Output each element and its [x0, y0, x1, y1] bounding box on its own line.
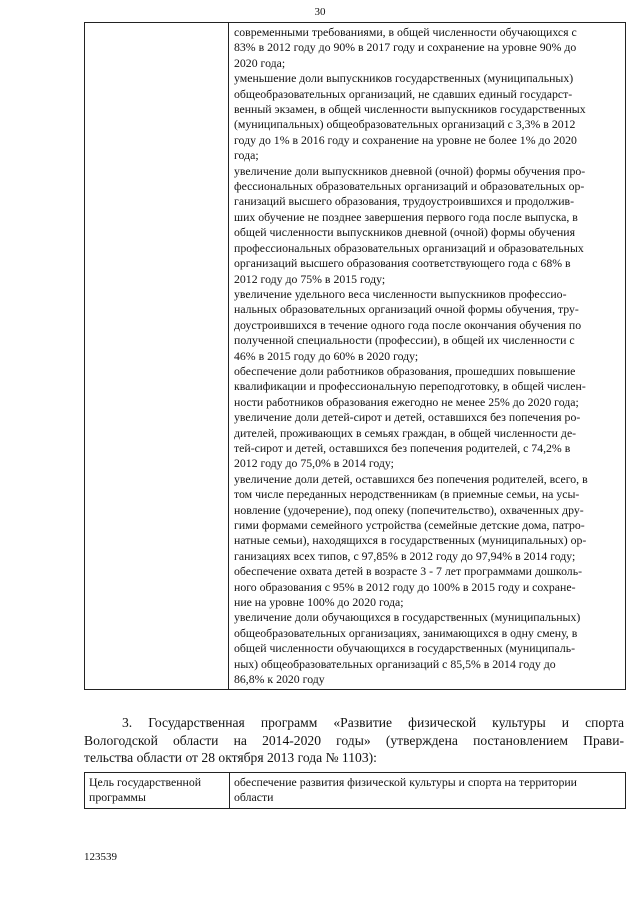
text-line: общеобразовательных организаций, не сдавших единый государст- [234, 86, 573, 101]
text-line: квалификации и профессиональную переподготовку, в общей числен- [234, 379, 586, 394]
text-line: венный экзамен, в общей численности выпускников государственных [234, 102, 586, 117]
page-number: 30 [314, 6, 326, 18]
text-line: Цель государственной [89, 775, 202, 789]
text-line: ших обучение не позднее завершения первого года после выпуска, в [234, 209, 578, 224]
text-line: увеличение доли обучающихся в государственных (муниципальных) [234, 610, 581, 625]
text-line: увеличение доли выпускников дневной (очной) формы обучения про- [234, 163, 586, 178]
text-line: натные семьи), находящихся в государственных (муниципальных) ор- [234, 533, 587, 548]
table-label-cell [85, 23, 229, 690]
text-line: увеличение доли детей, оставшихся без попечения родителей, всего, в [234, 471, 588, 486]
text-line: полученной специальности (профессии), в общей их численности с [234, 333, 575, 348]
text-line: ного образования с 95% в 2012 году до 100% в 2015 году и сохране- [234, 579, 576, 594]
text-line: 86,8% к 2020 году [234, 672, 325, 687]
text-line: программы [89, 790, 146, 805]
text-line: года; [234, 148, 259, 163]
text-line: ганизаций высшего образования, трудоустроившихся и продолжив- [234, 194, 575, 209]
text-line: организаций высшего образования соответствующего года с 68% в [234, 256, 571, 271]
text-line: (муниципальных) общеобразовательных организаций с 3,3% в 2012 [234, 117, 576, 132]
continuation-table [84, 22, 626, 690]
text-line: ние на уровне 100% до 2020 года; [234, 595, 404, 610]
text-line: гими формами семейного устройства (семейные детские дома, патро- [234, 518, 585, 532]
text-line: нальных образовательных организаций очной формы обучения, тру- [234, 302, 579, 317]
text-line: доустроившихся в течение одного года после окончания обучения по [234, 317, 582, 332]
document-code: 123539 [84, 851, 117, 863]
text-line: дителей, проживающих в семьях граждан, в общей численности де- [234, 425, 577, 440]
text-line: ности работников образования ежегодно не менее 25% до 2020 года; [234, 394, 579, 409]
text-line: году до 1% в 2016 году и сохранение на уровне не более 1% до 2020 [234, 132, 577, 147]
text-line: уменьшение доли выпускников государственных (муниципальных) [234, 71, 574, 86]
text-line: увеличение доли детей-сирот и детей, оставшихся без попечения ро- [234, 410, 581, 425]
text-line: ганизациях всех типов, с 97,85% в 2012 году до 97,94% в 2014 году; [234, 548, 576, 563]
text-line: обеспечение развития физической культуры и спорта на территории [234, 775, 577, 789]
text-line: 3. Государственная программ «Развитие физической культуры и спорта [122, 715, 624, 730]
text-line: общей численности обучающихся в государственных (муниципаль- [234, 641, 576, 656]
text-line: профессиональных образовательных организаций и образовательных [234, 240, 584, 255]
text-line: Вологодской области на 2014-2020 годы» (утверждена постановлением Прави- [84, 732, 624, 748]
text-line: новление (удочерение), под опеку (попечительство), охваченных дру- [234, 502, 584, 517]
text-line: общеобразовательных организациях, занимающихся в одну смену, в [234, 625, 578, 640]
table-row [85, 23, 626, 690]
text-line: обеспечение доли работников образования, прошедших повышение [234, 363, 576, 378]
text-line: общей численности выпускников дневной (очной) формы обучения [234, 225, 576, 240]
text-line: 2012 году до 75% в 2015 году; [234, 271, 386, 286]
table-value-cell [229, 23, 626, 690]
program-goal-table [84, 772, 626, 809]
goal-value-cell [230, 773, 626, 809]
text-line: 2020 года; [234, 55, 286, 70]
text-line: тельства области от 28 октября 2013 года № 1103): [84, 750, 377, 765]
text-line: 46% в 2015 году до 60% в 2020 году; [234, 348, 419, 363]
text-line: фессиональных образовательных организаций и образовательных ор- [234, 179, 585, 194]
text-line: современными требованиями, в общей численности обучающихся с [234, 25, 577, 39]
goal-label-cell [85, 773, 230, 809]
section-intro-paragraph [84, 714, 624, 767]
text-line: области [234, 790, 274, 805]
text-line: тей-сирот и детей, оставшихся без попечения родителей, с 74,2% в [234, 440, 571, 455]
text-line: том числе переданных неродственникам (в приемные семьи, на усы- [234, 487, 580, 502]
text-line: обеспечение охвата детей в возрасте 3 - 7 лет программами дошколь- [234, 564, 583, 579]
text-line: увеличение удельного веса численности выпускников профессио- [234, 286, 567, 301]
text-line: 2012 году до 75,0% в 2014 году; [234, 456, 394, 471]
text-line: 83% в 2012 году до 90% в 2017 году и сохранение на уровне 90% до [234, 40, 577, 55]
table-row [85, 773, 626, 809]
text-line: ных) общеобразовательных организаций с 85,5% в 2014 году до [234, 656, 556, 671]
